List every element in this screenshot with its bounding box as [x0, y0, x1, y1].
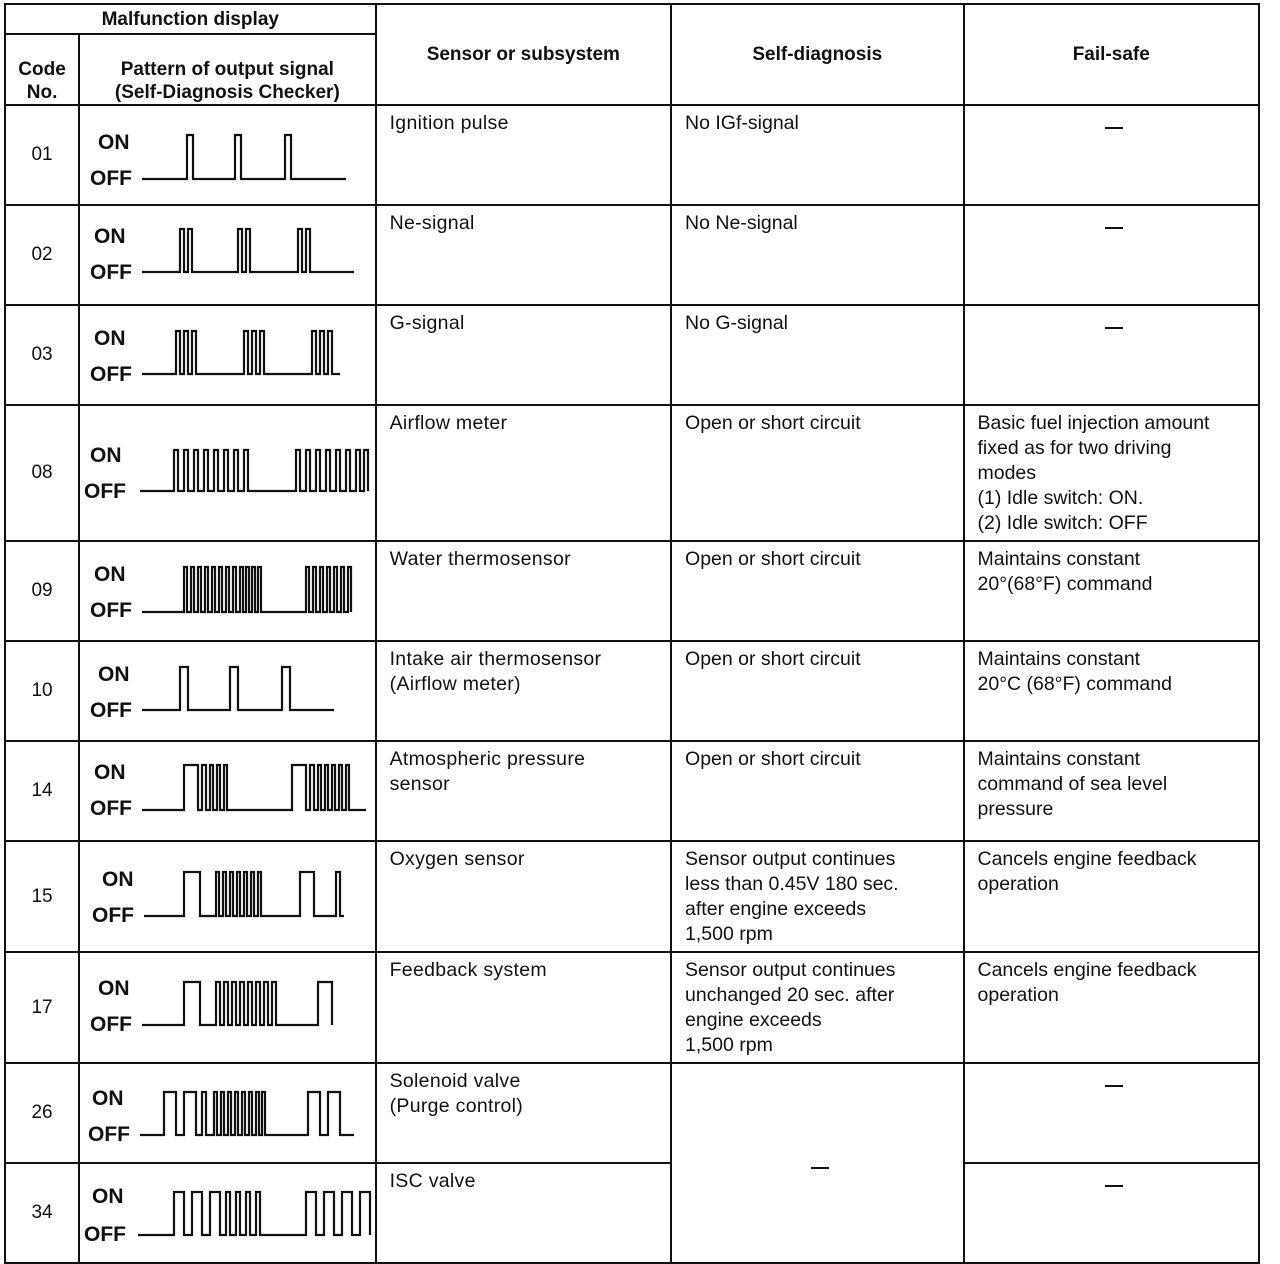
diagnosis-cell: Open or short circuit	[671, 741, 963, 841]
diagnosis-cell	[671, 1063, 963, 1263]
code-cell	[5, 305, 79, 405]
signal-off-label: OFF	[84, 1223, 127, 1246]
signal-off-label: OFF	[90, 699, 133, 722]
code-value: 03	[31, 344, 53, 365]
table-row	[5, 1063, 1259, 1163]
signal-waveform	[140, 1092, 354, 1135]
failsafe-cell: Maintains constant command of sea level pressure	[964, 741, 1260, 841]
pattern-header	[79, 34, 375, 105]
failsafe-cell	[964, 1063, 1260, 1163]
signal-pattern-cell	[79, 741, 375, 841]
signal-waveform	[142, 229, 354, 272]
dash-mark	[1105, 1085, 1123, 1087]
table-row	[5, 205, 1259, 305]
failsafe-cell: Maintains constant 20°(68°F) command	[964, 541, 1260, 641]
signal-on-label: ON	[90, 443, 122, 467]
signal-off-label: OFF	[84, 479, 127, 503]
failsafe-cell: Cancels engine feedback operation	[964, 841, 1260, 952]
signal-on-label: ON	[94, 563, 126, 586]
failsafe-cell	[964, 1163, 1260, 1263]
diagnosis-cell: No G-signal	[671, 305, 963, 405]
code-cell	[5, 405, 79, 541]
signal-waveform	[142, 567, 351, 612]
code-value: 10	[31, 680, 53, 701]
self-diagnosis-header-label: Self-diagnosis	[752, 44, 883, 65]
code-cell	[5, 741, 79, 841]
pattern-header-label: Pattern of output signal (Self-Diagnosis Checker)	[114, 59, 340, 103]
signal-off-label: OFF	[90, 599, 133, 622]
code-value: 17	[31, 996, 53, 1018]
signal-on-label: ON	[94, 225, 126, 248]
dash-mark	[1105, 327, 1123, 329]
dash-mark	[1105, 227, 1123, 229]
signal-pattern-diagram	[80, 1065, 374, 1161]
signal-waveform	[142, 765, 366, 810]
diagnosis-cell: Open or short circuit	[671, 405, 963, 541]
code-value: 34	[31, 1202, 53, 1223]
signal-pattern-diagram	[80, 307, 374, 403]
signal-off-label: OFF	[92, 903, 135, 927]
signal-on-label: ON	[94, 761, 126, 784]
diagnosis-cell: Open or short circuit	[671, 641, 963, 741]
signal-off-label: OFF	[90, 167, 133, 190]
sensor-cell: Oxygen sensor	[376, 841, 671, 952]
code-value: 01	[31, 144, 53, 165]
code-value: 26	[31, 1102, 53, 1123]
table-row	[5, 641, 1259, 741]
code-cell	[5, 205, 79, 305]
failsafe-cell: Basic fuel injection amount fixed as for two driving modes (1) Idle switch: ON. (2) Idle switch: OFF	[964, 405, 1260, 541]
code-value: 14	[31, 780, 53, 801]
signal-pattern-diagram	[80, 1165, 374, 1261]
signal-pattern-cell	[79, 405, 375, 541]
diagnosis-cell: Open or short circuit	[671, 541, 963, 641]
signal-on-label: ON	[102, 867, 134, 891]
table-row	[5, 841, 1259, 952]
sensor-cell: G-signal	[376, 305, 671, 405]
code-cell	[5, 952, 79, 1063]
signal-waveform	[142, 331, 340, 374]
code-cell	[5, 1063, 79, 1163]
failsafe-cell: Maintains constant 20°C (68°F) command	[964, 641, 1260, 741]
signal-on-label: ON	[94, 327, 126, 350]
signal-pattern-diagram	[80, 543, 374, 639]
signal-on-label: ON	[98, 663, 130, 686]
failsafe-cell	[964, 305, 1260, 405]
dash-mark	[1105, 1185, 1123, 1187]
signal-pattern-cell	[79, 541, 375, 641]
sensor-cell: Feedback system	[376, 952, 671, 1063]
diagnosis-code-table	[4, 3, 1260, 1264]
self-diagnosis-header	[671, 4, 963, 105]
table-row	[5, 1163, 1259, 1263]
signal-waveform	[144, 872, 344, 916]
signal-on-label: ON	[98, 131, 130, 154]
dash-mark	[1105, 127, 1123, 129]
signal-off-label: OFF	[90, 261, 133, 284]
signal-pattern-cell	[79, 841, 375, 952]
code-value: 08	[31, 462, 53, 483]
signal-pattern-diagram	[80, 844, 374, 950]
sensor-cell: Ne-signal	[376, 205, 671, 305]
signal-pattern-cell	[79, 641, 375, 741]
code-cell	[5, 841, 79, 952]
sensor-cell: Solenoid valve (Purge control)	[376, 1063, 671, 1163]
code-value: 02	[31, 244, 53, 265]
sensor-cell: Intake air thermosensor (Airflow meter)	[376, 641, 671, 741]
fail-safe-header-label: Fail-safe	[1072, 44, 1150, 65]
failsafe-cell: Cancels engine feedback operation	[964, 952, 1260, 1063]
table-row	[5, 541, 1259, 641]
signal-pattern-diagram	[80, 107, 374, 203]
signal-waveform	[138, 1192, 370, 1235]
signal-on-label: ON	[92, 1185, 124, 1208]
failsafe-cell	[964, 205, 1260, 305]
signal-pattern-cell	[79, 305, 375, 405]
table-row	[5, 105, 1259, 205]
signal-waveform	[140, 450, 368, 491]
sensor-cell: ISC valve	[376, 1163, 671, 1263]
table-row	[5, 741, 1259, 841]
signal-off-label: OFF	[88, 1123, 131, 1146]
sensor-cell: Ignition pulse	[376, 105, 671, 205]
code-cell	[5, 641, 79, 741]
signal-waveform	[142, 667, 334, 710]
sensor-cell: Atmospheric pressure sensor	[376, 741, 671, 841]
sensor-cell: Airflow meter	[376, 405, 671, 541]
code-no-header	[5, 34, 79, 105]
diagnosis-cell: Sensor output continues less than 0.45V 180 sec. after engine exceeds 1,500 rpm	[671, 841, 963, 952]
table-row	[5, 952, 1259, 1063]
signal-off-label: OFF	[90, 797, 133, 820]
sensor-header-label: Sensor or subsystem	[426, 44, 620, 65]
signal-pattern-diagram	[80, 207, 374, 303]
malfunction-display-label: Malfunction display	[101, 8, 279, 30]
signal-pattern-cell	[79, 1063, 375, 1163]
diagnosis-cell: No Ne-signal	[671, 205, 963, 305]
code-no-header-label: Code No.	[18, 59, 66, 103]
sensor-cell: Water thermosensor	[376, 541, 671, 641]
dash-mark	[811, 1167, 829, 1169]
signal-pattern-cell	[79, 105, 375, 205]
signal-pattern-cell	[79, 952, 375, 1063]
signal-pattern-cell	[79, 1163, 375, 1263]
signal-waveform	[142, 135, 346, 179]
signal-off-label: OFF	[90, 363, 133, 386]
signal-on-label: ON	[92, 1087, 124, 1110]
signal-waveform	[142, 982, 332, 1025]
signal-pattern-diagram	[80, 743, 374, 839]
failsafe-cell	[964, 105, 1260, 205]
code-cell	[5, 541, 79, 641]
table-row	[5, 405, 1259, 541]
fail-safe-header	[964, 4, 1260, 105]
malfunction-display-header	[5, 4, 376, 34]
code-value: 15	[31, 885, 53, 907]
signal-pattern-cell	[79, 205, 375, 305]
signal-pattern-diagram	[80, 643, 374, 739]
signal-off-label: OFF	[90, 1012, 133, 1036]
diagnosis-cell: No IGf-signal	[671, 105, 963, 205]
diagnosis-cell: Sensor output continues unchanged 20 sec. after engine exceeds 1,500 rpm	[671, 952, 963, 1063]
signal-pattern-diagram	[80, 408, 374, 539]
table-row	[5, 305, 1259, 405]
code-cell	[5, 105, 79, 205]
code-cell	[5, 1163, 79, 1263]
signal-on-label: ON	[98, 976, 130, 1000]
sensor-header	[376, 4, 671, 105]
signal-pattern-diagram	[80, 955, 374, 1061]
code-value: 09	[31, 580, 53, 601]
